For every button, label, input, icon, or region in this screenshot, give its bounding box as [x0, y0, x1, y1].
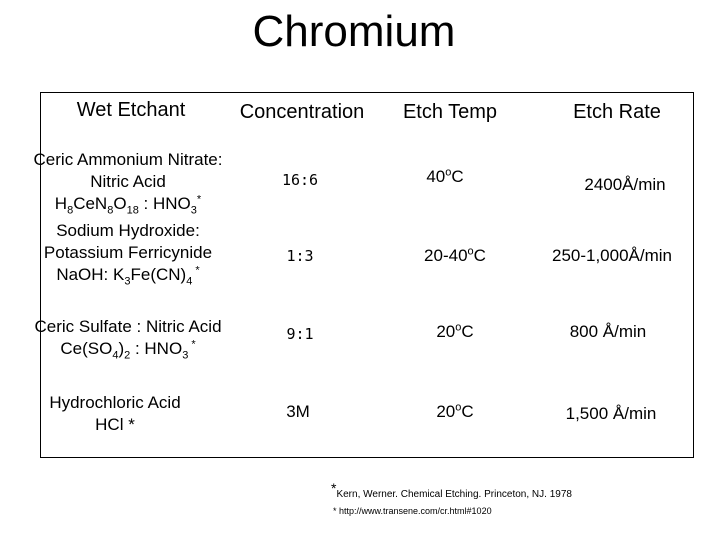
row2-rate: 250-1,000Å/min [551, 246, 673, 265]
row3-concentration: 9:1 [286, 325, 314, 343]
row4-etchant-line2: HCl * [95, 415, 135, 434]
row2-etchant-line2: Potassium Ferricynide [43, 243, 213, 262]
row2-concentration: 1:3 [286, 247, 314, 265]
row1-etchant-line2: Nitric Acid [90, 172, 166, 191]
footnote-reference-text: Kern, Werner. Chemical Etching. Princeton, NJ. 1978 [336, 489, 572, 500]
header-concentration: Concentration [239, 101, 365, 123]
header-etchant: Wet Etchant [76, 99, 186, 121]
row4-rate: 1,500 Å/min [565, 404, 657, 423]
row3-rate: 800 Å/min [569, 322, 647, 341]
footnote-star: * [331, 480, 337, 496]
row4-concentration: 3M [286, 402, 310, 421]
header-etch-rate: Etch Rate [573, 101, 661, 123]
page-title: Chromium [252, 7, 456, 56]
row1-etchant [20, 149, 236, 215]
row3-temp: 20$^o$C [436, 321, 474, 341]
row1-concentration: 16:6 [281, 171, 319, 189]
row1-temp: 40$^o$C [426, 166, 464, 186]
row2-formula: NaOH: $K_3Fe(CN)_4$ * [56, 264, 200, 288]
row4-temp: 20$^o$C [436, 401, 474, 421]
footnote-reference [331, 480, 572, 500]
row1-rate: 2400Å/min [584, 175, 666, 194]
row4-etchant-line1: Hydrochloric Acid [49, 393, 181, 412]
header-etch-temp: Etch Temp [402, 101, 498, 123]
row1-formula: $H_8CeN_8O_{18}$ : $HNO_3^*$ [54, 193, 202, 217]
row2-etchant [20, 220, 236, 286]
row3-etchant [20, 316, 236, 360]
row2-etchant-line1: Sodium Hydroxide: [56, 221, 200, 240]
row1-etchant-line1: Ceric Ammonium Nitrate: [33, 150, 223, 169]
footnote-url: * http://www.transene.com/cr.html#1020 [333, 506, 492, 516]
row3-formula: $Ce(SO_4)_2$ : $HNO_3$ * [60, 338, 196, 362]
row2-temp: 20-40$^o$C [424, 245, 486, 265]
row3-etchant-line1: Ceric Sulfate : Nitric Acid [34, 317, 222, 336]
row4-etchant [20, 392, 210, 436]
